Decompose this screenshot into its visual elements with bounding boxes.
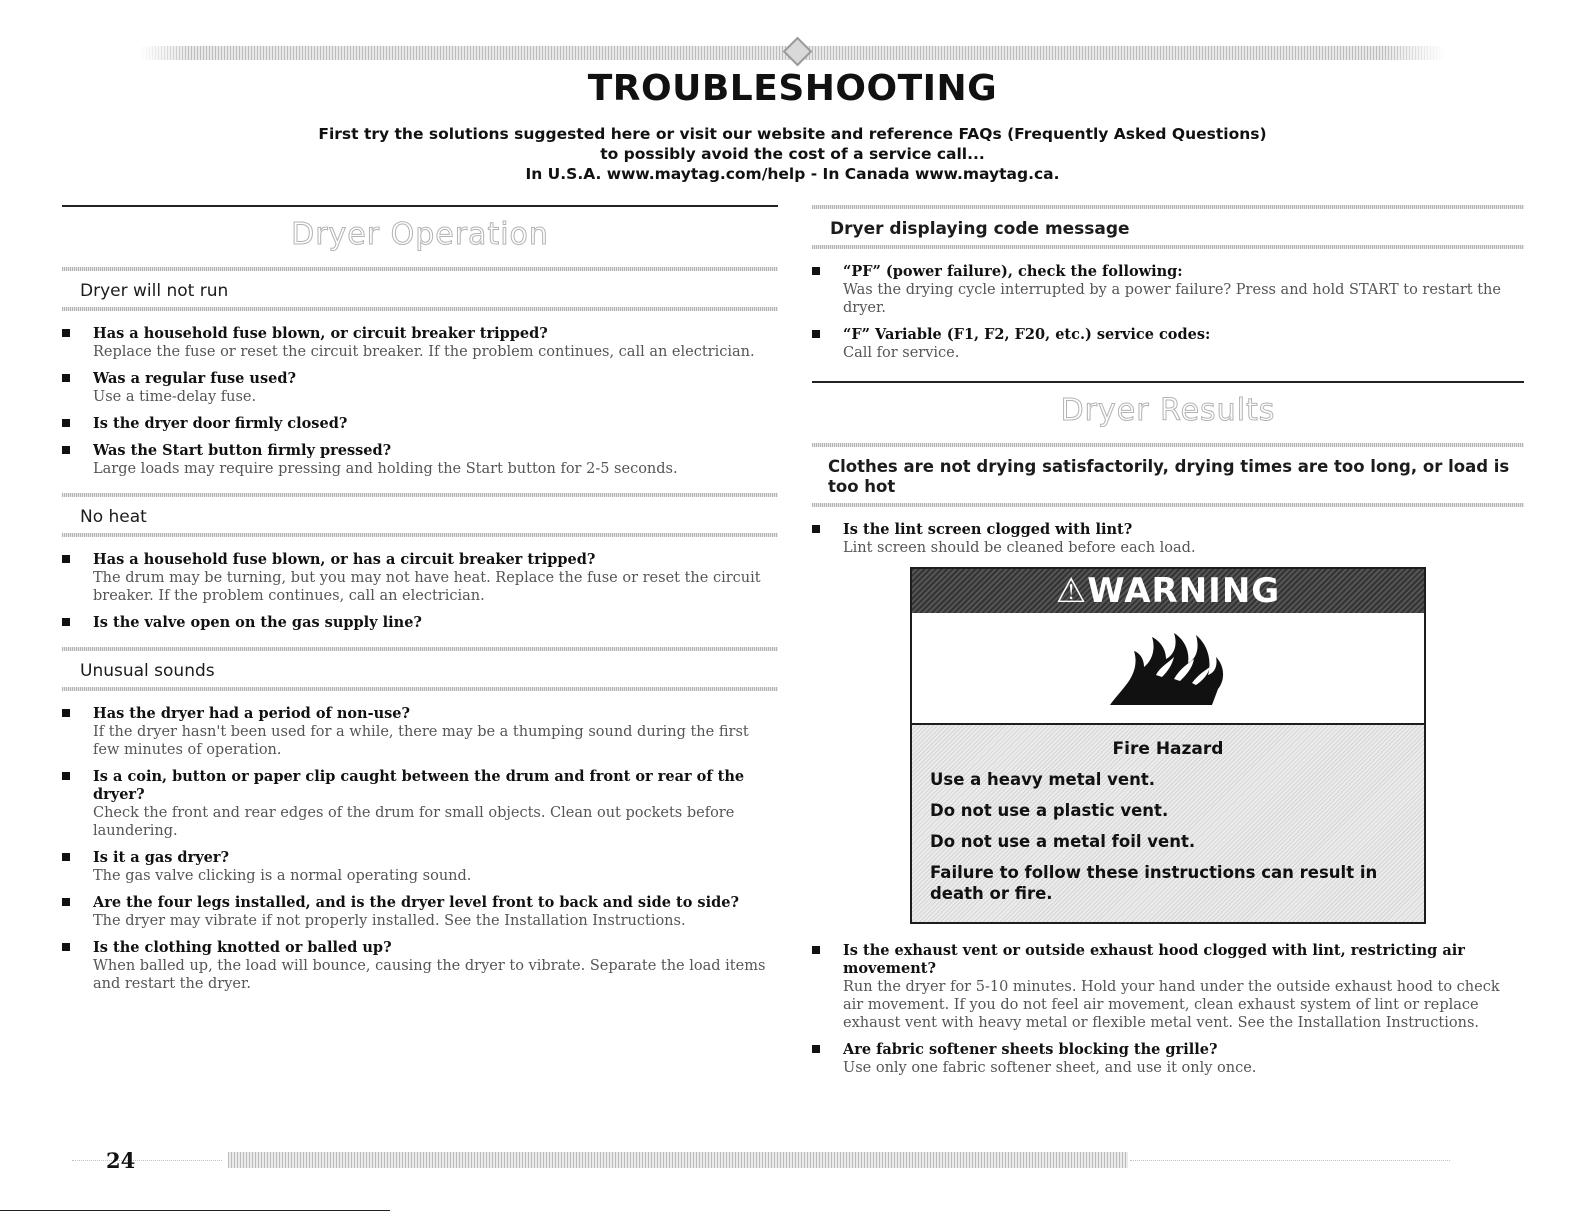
diamond-ornament-icon [783, 37, 813, 67]
warning-body [912, 725, 1424, 922]
subheading-code-message: Dryer displaying code message [830, 219, 1130, 239]
section-heading-dryer-results: Dryer Results [1060, 393, 1276, 428]
answer: Was the drying cycle interrupted by a power failure? Press and hold START to restart the dryer. [843, 282, 1501, 316]
bullet-icon [62, 772, 70, 780]
hazard-title: Fire Hazard [1112, 739, 1224, 759]
question: Is the lint screen clogged with lint? [843, 521, 1133, 538]
warning-line: Do not use a plastic vent. [930, 801, 1169, 820]
list-item [812, 326, 1524, 362]
answer: Large loads may require pressing and holding the Start button for 2-5 seconds. [93, 461, 678, 477]
bullet-icon [812, 267, 820, 275]
list-item [62, 894, 778, 930]
bullet-icon [62, 555, 70, 563]
answer: Call for service. [843, 345, 960, 361]
footer-dotted-line [1130, 1160, 1450, 1161]
intro-text [0, 124, 1585, 184]
question: Has a household fuse blown, or circuit breaker tripped? [93, 325, 548, 342]
warning-line: Use a heavy metal vent. [930, 770, 1156, 789]
bullet-icon [62, 853, 70, 861]
bullet-icon [62, 943, 70, 951]
section-heading-dryer-operation: Dryer Operation [291, 217, 549, 252]
subheading-will-not-run: Dryer will not run [80, 281, 229, 301]
list-item [812, 263, 1524, 317]
question: Are the four legs installed, and is the dryer level front to back and side to side? [93, 894, 739, 911]
question: Is a coin, button or paper clip caught between the drum and front or rear of the dryer? [93, 768, 745, 803]
question-list [812, 249, 1524, 377]
question: Is the valve open on the gas supply line? [93, 614, 422, 631]
subheading-not-drying: Clothes are not drying satisfactorily, drying times are too long, or load is too hot [828, 457, 1510, 496]
right-column [812, 205, 1524, 1092]
list-item [62, 614, 778, 632]
answer: If the dryer hasn't been used for a while, there may be a thumping sound during the first few minutes of operation. [93, 724, 749, 758]
subheading-no-heat: No heat [80, 507, 147, 527]
intro-line-2: to possibly avoid the cost of a service call... [600, 145, 985, 163]
bullet-icon [812, 1045, 820, 1053]
answer: Lint screen should be cleaned before each load. [843, 540, 1196, 556]
question: Are fabric softener sheets blocking the grille? [843, 1041, 1218, 1058]
left-column [62, 205, 778, 1008]
bullet-icon [812, 946, 820, 954]
question: Is it a gas dryer? [93, 849, 230, 866]
warning-title: ⚠WARNING [912, 569, 1424, 613]
question: Was a regular fuse used? [93, 370, 296, 387]
bullet-icon [62, 329, 70, 337]
warning-line: Do not use a metal foil vent. [930, 832, 1196, 851]
answer: Run the dryer for 5-10 minutes. Hold your hand under the outside exhaust hood to check air movement. If you do not feel air movement, clean exhaust system of lint or replace exhaust vent with heavy metal or flexible metal vent. See the Installation Instructions. [843, 979, 1500, 1031]
answer: The drum may be turning, but you may not have heat. Replace the fuse or reset the circuit breaker. If the problem continues, call an electrician. [93, 570, 761, 604]
answer: Check the front and rear edges of the drum for small objects. Clean out pockets before laundering. [93, 805, 735, 839]
warning-line: Failure to follow these instructions can result in death or fire. [930, 863, 1378, 903]
bullet-icon [62, 419, 70, 427]
answer: Replace the fuse or reset the circuit breaker. If the problem continues, call an electrician. [93, 344, 755, 360]
question-list [812, 924, 1524, 1092]
question-list [62, 537, 778, 647]
page-title: TROUBLESHOOTING [587, 68, 998, 109]
list-item [62, 442, 778, 478]
answer: The dryer may vibrate if not properly installed. See the Installation Instructions. [93, 913, 686, 929]
intro-line-3: In U.S.A. www.maytag.com/help - In Canada www.maytag.ca. [525, 165, 1060, 183]
bullet-icon [62, 618, 70, 626]
bottom-rule [0, 1210, 390, 1211]
question: Has a household fuse blown, or has a circuit breaker tripped? [93, 551, 596, 568]
subheading-unusual-sounds: Unusual sounds [80, 661, 215, 681]
bullet-icon [812, 330, 820, 338]
bullet-icon [62, 709, 70, 717]
answer: When balled up, the load will bounce, causing the dryer to vibrate. Separate the load items and restart the dryer. [93, 958, 766, 992]
list-item [62, 705, 778, 759]
list-item [812, 1041, 1524, 1077]
bullet-icon [62, 374, 70, 382]
footer-dotted-line [72, 1160, 222, 1161]
question: Is the clothing knotted or balled up? [93, 939, 392, 956]
list-item [62, 415, 778, 433]
bullet-icon [62, 898, 70, 906]
list-item [62, 768, 778, 840]
question: Was the Start button firmly pressed? [93, 442, 392, 459]
fire-icon [912, 613, 1424, 725]
question: Is the dryer door firmly closed? [93, 415, 348, 432]
question: “F” Variable (F1, F2, F20, etc.) service codes: [843, 326, 1211, 343]
answer: Use a time-delay fuse. [93, 389, 257, 405]
answer: The gas valve clicking is a normal operating sound. [93, 868, 472, 884]
list-item [62, 849, 778, 885]
list-item [62, 939, 778, 993]
list-item [62, 551, 778, 605]
list-item [62, 370, 778, 406]
answer: Use only one fabric softener sheet, and use it only once. [843, 1060, 1257, 1076]
question-list [62, 691, 778, 1008]
warning-box [910, 567, 1426, 924]
bullet-icon [812, 525, 820, 533]
intro-line-1: First try the solutions suggested here or visit our website and reference FAQs (Frequently Asked Questions) [318, 125, 1267, 143]
list-item [812, 942, 1524, 1032]
question: Is the exhaust vent or outside exhaust hood clogged with lint, restricting air movement? [843, 942, 1465, 977]
question-list [62, 311, 778, 493]
list-item [812, 521, 1524, 557]
question-list [812, 507, 1524, 557]
page-number: 24 [106, 1148, 136, 1173]
list-item [62, 325, 778, 361]
bullet-icon [62, 446, 70, 454]
question: “PF” (power failure), check the following: [843, 263, 1183, 280]
question: Has the dryer had a period of non-use? [93, 705, 411, 722]
bottom-decorative-bar [228, 1152, 1128, 1168]
